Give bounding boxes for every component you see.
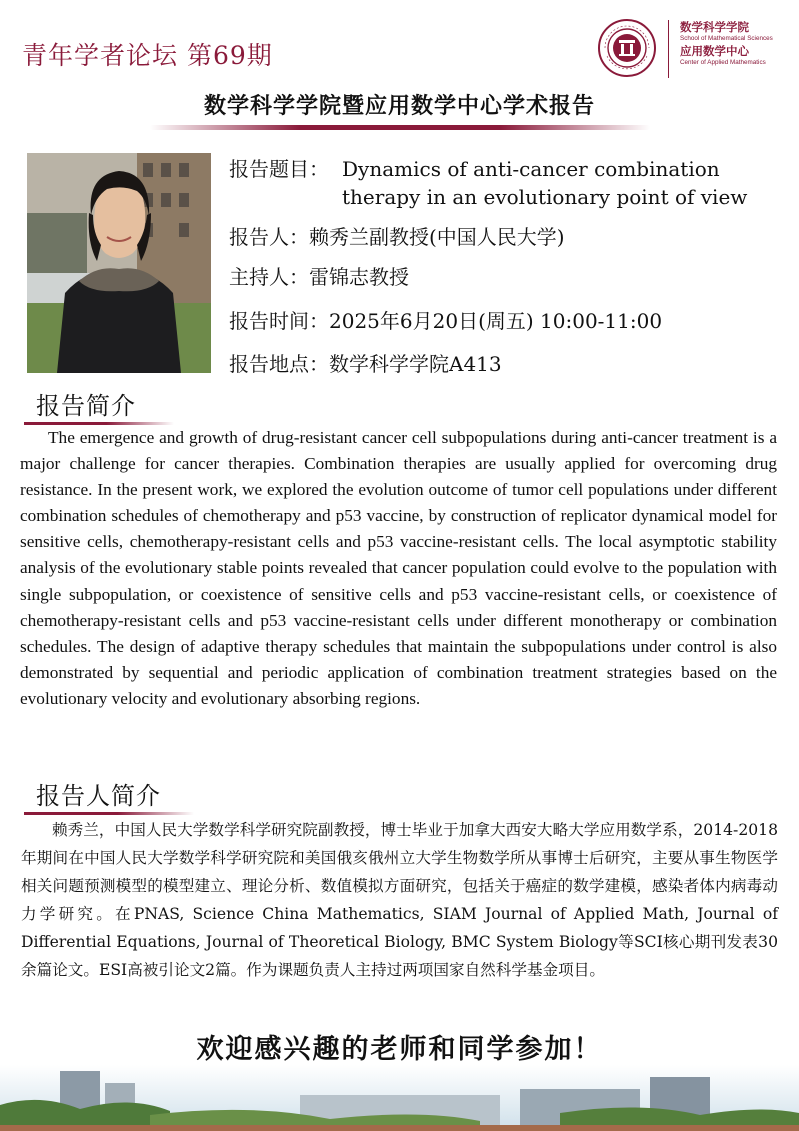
speaker-label: 报告人： — [229, 225, 309, 249]
topic-row — [229, 155, 748, 209]
abstract-heading — [36, 386, 136, 421]
abstract-heading-text: 报告简介 — [36, 392, 136, 420]
bio-heading — [36, 776, 161, 811]
topic-label: 报告题目： — [229, 157, 329, 181]
welcome-message: 欢迎感兴趣的老师和同学参加！ — [196, 1034, 603, 1065]
host-row — [229, 263, 409, 291]
logo-divider — [668, 20, 669, 78]
center-name-en: Center of Applied Mathematics — [680, 59, 766, 66]
bio-heading-text: 报告人简介 — [36, 782, 161, 810]
time-label: 报告时间： — [229, 309, 329, 333]
time-row — [229, 307, 662, 335]
bio-heading-underline — [24, 812, 194, 815]
university-seal-logo — [597, 18, 657, 78]
place-label: 报告地点： — [229, 352, 329, 376]
dept-name-cn: 数学科学学院 — [680, 20, 749, 34]
time-value: 2025年6月20日(周五) 10:00-11:00 — [329, 309, 663, 333]
title-underline — [150, 125, 650, 130]
bio-text: 赖秀兰，中国人民大学数学科学研究院副教授，博士毕业于加拿大西安大略大学应用数学系，2014-2018年期间在中国人民大学数学科学研究院和美国俄亥俄州立大学生物数学所从事博士后研究，主要从事生物医学相关问题预测模型的模型建立、理论分析、数值模拟方面研究，包括关于癌症的数学建模，感染者体内病毒动力学研究。在PNAS, Science China Mathematics, SIAM Journal of Applied Math, Journal of Differential Equations, Journal of Theoretical Biology, BMC System Biology等SCI核心期刊发表30余篇论文。ESI高被引论文2篇。作为课题负责人主持过两项国家自然科学基金项目。 — [21, 821, 778, 979]
speaker-photo — [27, 153, 211, 373]
dept-name-en: School of Mathematical Sciences — [680, 35, 773, 42]
speaker-value: 赖秀兰副教授(中国人民大学) — [309, 225, 565, 249]
page-title: 数学科学学院暨应用数学中心学术报告 — [203, 94, 595, 119]
host-label: 主持人： — [229, 265, 309, 289]
abstract-text: The emergence and growth of drug-resistant cancer cell subpopulations during anti-cancer treatment is a major challenge for cancer therapies. Combination therapies are usually applied for overcoming drug resistance. In the present work, we explored the evolution outcome of tumor cell populations under different combination schedules of chemotherapy and p53 vaccine, by construction of replicator dynamical model for sensitive cells, chemotherapy-resistant cells and p53 vaccine-resistant cells. The local asymptotic stability analysis of the evolutionary stable points revealed that cancer population could evolve to the population with single subpopulation, or coexistence of sensitive cells and p53 vaccine-resistant cells, or coexistence of chemotherapy-resistant cells and p53 vaccine-resistant cells under different monotherapy or combination schedules. The design of adaptive therapy schedules that maintain the subpopulations under control is also demonstrated by sequential and periodic application of combination treatment strategies based on the evolutionary velocity and evolutionary absorbing regions. — [20, 428, 777, 708]
forum-series-title: 青年学者论坛 第69期 — [22, 41, 273, 70]
campus-banner-image — [0, 1065, 799, 1131]
speaker-row — [229, 223, 565, 251]
center-name-cn: 应用数学中心 — [680, 44, 749, 58]
place-row — [229, 350, 502, 378]
department-logo-text — [680, 20, 798, 68]
place-value: 数学科学学院A413 — [329, 352, 502, 376]
topic-value: Dynamics of anti-cancer combination therapy in an evolutionary point of view — [342, 157, 748, 209]
host-value: 雷锦志教授 — [309, 265, 409, 289]
